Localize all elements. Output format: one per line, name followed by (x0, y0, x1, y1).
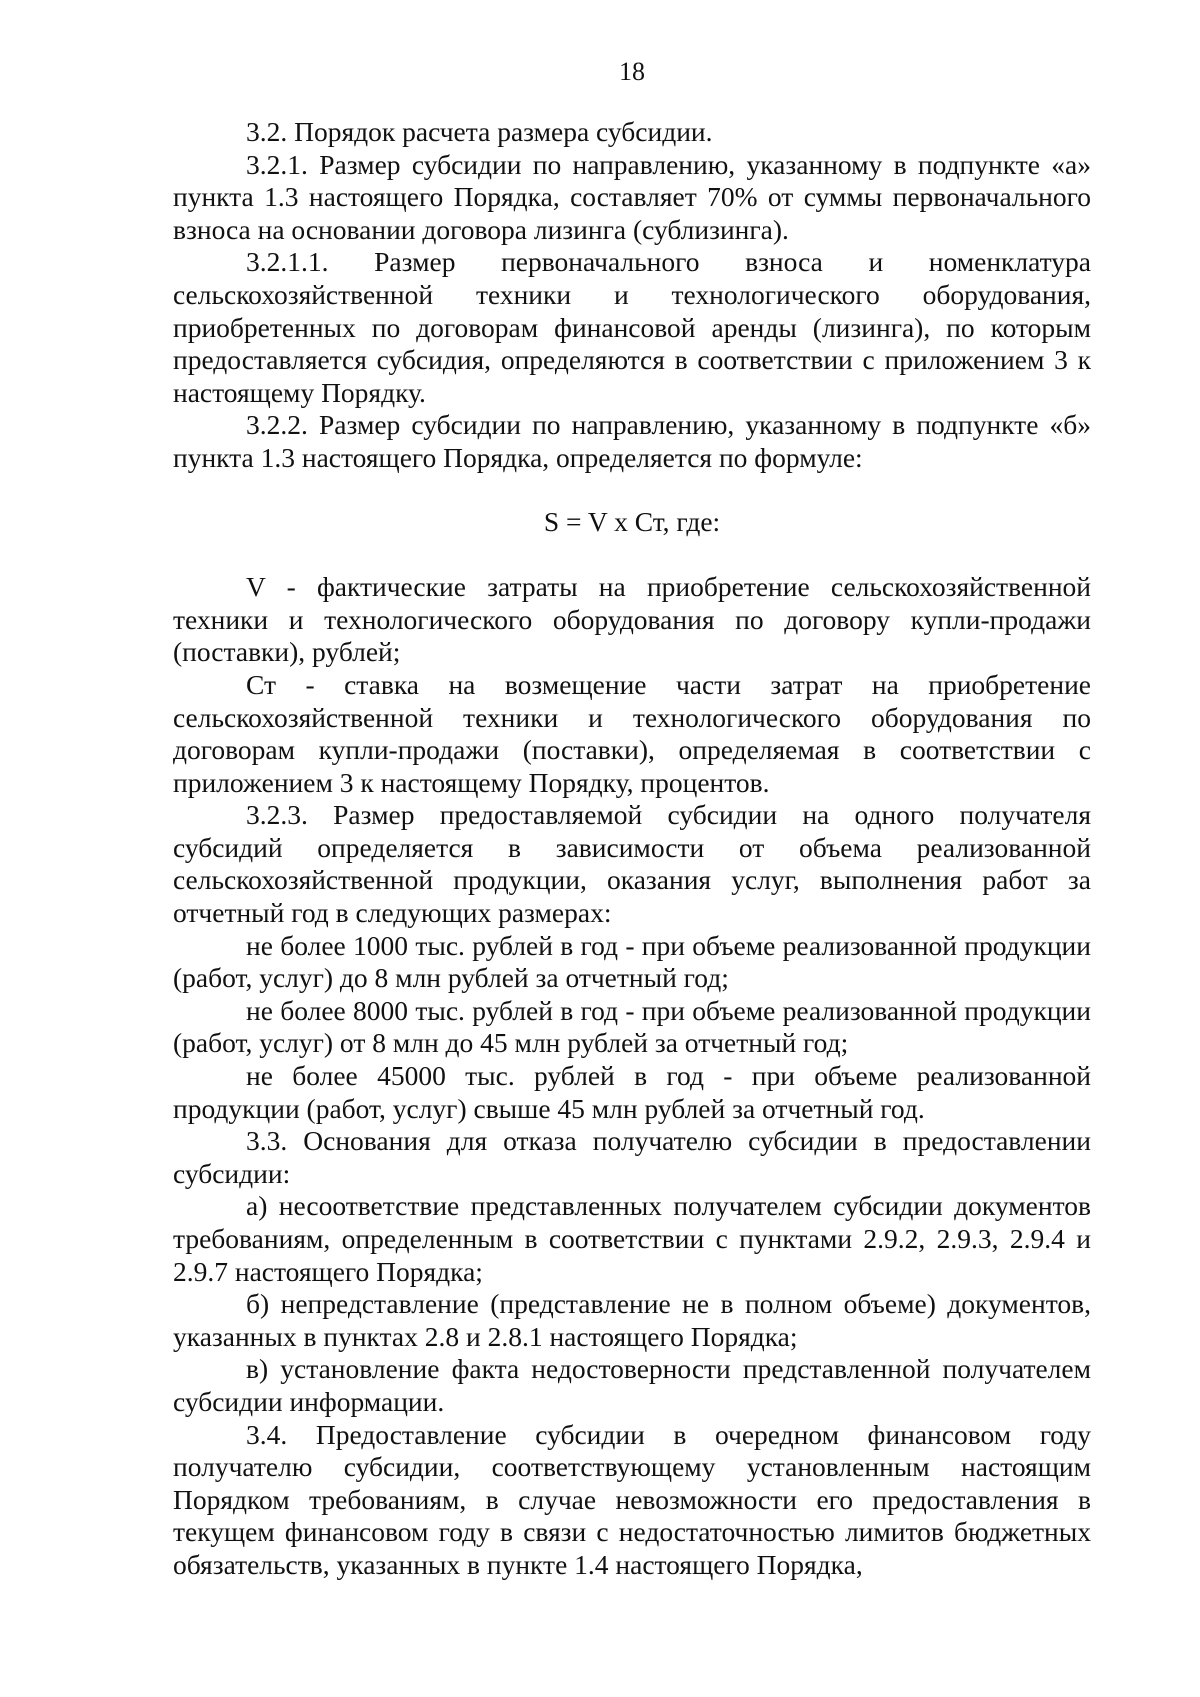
paragraph-limit-45000: не более 45000 тыс. рублей в год - при объеме реализованной продукции (работ, услуг) свыше 45 млн рублей за отчетный год. (173, 1060, 1091, 1124)
paragraph-st-definition: Ст - ставка на возмещение части затрат на приобретение сельскохозяйственной техники и технологического оборудования по договорам купли-продажи (поставки), определяемая в соответствии с приложением 3 к настоящему Порядку, процентов. (173, 668, 1091, 798)
paragraph-3-2-3: 3.2.3. Размер предоставляемой субсидии на одного получателя субсидий определяется в зависимости от объема реализованной сельскохозяйственной продукции, оказания услуг, выполнения работ за отчетный год в следующих размерах: (173, 799, 1091, 929)
page-number: 18 (619, 57, 645, 86)
paragraph-limit-1000: не более 1000 тыс. рублей в год - при объеме реализованной продукции (работ, услуг) до 8 млн рублей за отчетный год; (173, 929, 1091, 994)
formula: S = V х Ст, где: (543, 505, 721, 537)
paragraph-3-3-v: в) установление факта недостоверности представленной получателем субсидии информации. (173, 1353, 1091, 1417)
paragraph-3-2-2: 3.2.2. Размер субсидии по направлению, указанному в подпункте «б» пункта 1.3 настоящего Порядка, определяется по формуле: (173, 409, 1091, 473)
paragraph-3-2: 3.2. Порядок расчета размера субсидии. (246, 116, 713, 147)
paragraph-3-2-1: 3.2.1. Размер субсидии по направлению, указанному в подпункте «а» пункта 1.3 настоящего Порядка, составляет 70% от суммы первоначального взноса на основании договора лизинга (сублизинга). (173, 148, 1091, 245)
paragraph-3-2-1-1: 3.2.1.1. Размер первоначального взноса и номенклатура сельскохозяйственной техники и технологического оборудования, приобретенных по договорам финансовой аренды (лизинга), по которым предоставляется субсидия, определяются в соответствии с приложением 3 к настоящему Порядку. (173, 246, 1091, 408)
paragraph-3-4: 3.4. Предоставление субсидии в очередном финансовом году получателю субсидии, соответствующему установленным настоящим Порядком требованиям, в случае невозможности его предоставления в текущем финансовом году в связи с недостаточностью лимитов бюджетных обязательств, указанных в пункте 1.4 настоящего Порядка, (173, 1418, 1091, 1580)
document-body (173, 116, 1091, 1582)
paragraph-3-3: 3.3. Основания для отказа получателю субсидии в предоставлении субсидии: (173, 1125, 1091, 1189)
paragraph-limit-8000: не более 8000 тыс. рублей в год - при объеме реализованной продукции (работ, услуг) от 8 млн до 45 млн рублей за отчетный год; (173, 994, 1091, 1059)
paragraph-3-3-b: б) непредставление (представление не в полном объеме) документов, указанных в пунктах 2.8 и 2.8.1 настоящего Порядка; (173, 1288, 1091, 1352)
paragraph-3-3-a: а) несоответствие представленных получателем субсидии документов требованиям, определенным в соответствии с пунктами 2.9.2, 2.9.3, 2.9.4 и 2.9.7 настоящего Порядка; (173, 1190, 1091, 1287)
paragraph-v-definition: V - фактические затраты на приобретение сельскохозяйственной техники и технологического оборудования по договору купли-продажи (поставки), рублей; (173, 571, 1091, 668)
